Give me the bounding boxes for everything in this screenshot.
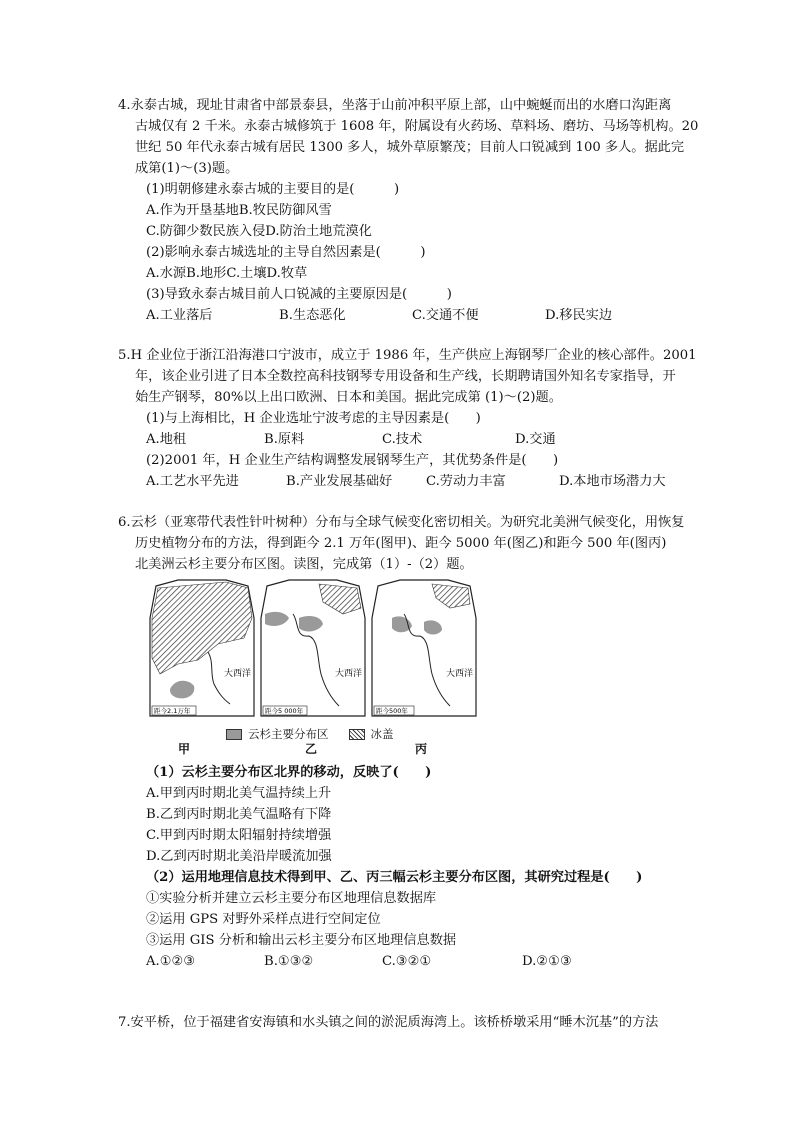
spruce-map-figure	[148, 578, 478, 718]
q5-p2-option-d: D.本地市场潜力大	[559, 474, 666, 489]
q7-stem-line-1: 7.安平桥，位于福建省安海镇和水头镇之间的淤泥质海湾上。该桥桥墩采用“睡木沉基”的方法	[118, 1015, 659, 1030]
map-bing	[370, 578, 478, 718]
ice-swatch	[349, 729, 365, 740]
q5-stem-line-1: 5.H 企业位于浙江沿海港口宁波市，成立于 1986 年，生产供应上海钢琴厂企业的核心部件。2001	[118, 348, 697, 363]
q4-part-1-options-row-2: C.防御少数民族入侵D.防治土地荒漠化	[146, 224, 372, 239]
q6-part-1: （1）云杉主要分布区北界的移动，反映了( )	[146, 765, 432, 780]
legend-spruce-label: 云杉主要分布区	[248, 727, 329, 741]
q4-p3-option-c: C.交通不便	[412, 308, 479, 323]
q6-p2-option-a: A.①②③	[146, 954, 196, 969]
q6-p2-step-2: ②运用 GPS 对野外采样点进行空间定位	[146, 912, 381, 927]
map-caption-jia: 甲	[178, 742, 191, 756]
q5-p2-option-c: C.劳动力丰富	[426, 474, 506, 489]
q6-stem-line-3: 北美洲云杉主要分布区图。读图，完成第（1）-（2）题。	[135, 557, 473, 572]
q4-p3-option-a: A.工业落后	[146, 308, 213, 323]
q4-part-2-options: A.水源B.地形C.土壤D.牧草	[146, 266, 308, 281]
q6-part-2: （2）运用地理信息技术得到甲、乙、丙三幅云杉主要分布区图，其研究过程是( )	[146, 870, 643, 885]
q5-p1-option-c: C.技术	[382, 432, 423, 447]
q4-part-1: (1)明朝修建永泰古城的主要目的是( )	[146, 182, 400, 197]
q6-p2-option-c: C.③②①	[382, 954, 432, 969]
q4-p3-option-d: D.移民实边	[545, 308, 613, 323]
q6-p1-option-b: B.乙到丙时期北美气温略有下降	[146, 807, 332, 822]
q4-part-3-options	[146, 305, 708, 326]
ocean-label-yi: 大西洋	[335, 669, 363, 679]
q4-stem-line-3: 世纪 50 年代永泰古城有居民 1300 多人，城外草原繁茂；目前人口锐减到 100 多人。据此完	[135, 140, 685, 155]
q5-part-1: (1)与上海相比，H 企业选址宁波考虑的主导因素是( )	[146, 411, 481, 426]
map-caption-yi: 乙	[305, 742, 318, 756]
q4-stem-line-2: 古城仅有 2 千米。永泰古城修筑于 1608 年，附属设有火药场、草料场、磨坊、马场等机构。20	[135, 119, 699, 134]
legend-ice-label: 冰盖	[370, 727, 394, 741]
q6-p2-step-3: ③运用 GIS 分析和输出云杉主要分布区地理信息数据	[146, 933, 457, 948]
q4-part-1-options-row-1: A.作为开垦基地B.牧民防御风雪	[146, 203, 332, 218]
q6-part-2-options	[146, 951, 708, 972]
q6-p2-option-d: D.②①③	[522, 954, 572, 969]
q5-part-2: (2)2001 年，H 企业生产结构调整发展钢琴生产，其优势条件是( )	[146, 453, 559, 468]
map-caption-bing: 丙	[415, 742, 428, 756]
q5-p2-option-b: B.产业发展基础好	[286, 474, 393, 489]
map-yi	[259, 578, 367, 718]
q5-p2-option-a: A.工艺水平先进	[146, 474, 239, 489]
question-6	[118, 512, 708, 575]
q4-stem-line-4: 成第(1)～(3)题。	[135, 161, 239, 176]
q4-part-3: (3)导致永泰古城目前人口锐减的主要原因是( )	[146, 287, 452, 302]
q5-p1-option-b: B.原料	[264, 432, 305, 447]
q4-p3-option-b: B.生态恶化	[279, 308, 346, 323]
stamp-bing: 距今500年	[376, 707, 408, 715]
q5-p1-option-a: A.地租	[146, 432, 187, 447]
q5-p1-option-d: D.交通	[515, 432, 556, 447]
q6-p1-option-a: A.甲到丙时期北美气温持续上升	[146, 786, 332, 801]
question-5	[118, 345, 708, 492]
question-7	[118, 1012, 708, 1033]
ocean-label-jia: 大西洋	[224, 669, 252, 679]
q5-stem-line-2: 年，该企业引进了日本全数控高科技钢琴专用设备和生产线，长期聘请国外知名专家指导，开	[135, 369, 676, 384]
map-jia	[148, 578, 256, 718]
q5-stem-line-3: 始生产钢琴，80%以上出口欧洲、日本和美国。据此完成第 (1)～(2)题。	[135, 390, 562, 405]
q6-p2-step-1: ①实验分析并建立云杉主要分布区地理信息数据库	[146, 891, 437, 906]
q6-stem-line-1: 6.云杉（亚寒带代表性针叶树种）分布与全球气候变化密切相关。为研究北美洲气候变化，用恢复	[118, 515, 685, 530]
q6-p2-option-b: B.①③②	[264, 954, 314, 969]
q5-part-1-options	[146, 429, 708, 450]
ocean-label-bing: 大西洋	[446, 669, 474, 679]
stamp-jia: 距今2.1万年	[154, 707, 191, 715]
q6-p1-option-d: D.乙到丙时期北美沿岸暖流加强	[146, 849, 332, 864]
q5-part-2-options	[146, 471, 708, 492]
q4-stem-line-1: 4.永泰古城，现址甘肃省中部景泰县，坐落于山前冲积平原上部，山中蜿蜒而出的水磨口沟距离	[118, 98, 672, 113]
stamp-yi: 距今5 000年	[265, 707, 304, 715]
q6-p1-option-c: C.甲到丙时期太阳辐射持续增强	[146, 828, 332, 843]
question-6-parts	[118, 762, 708, 972]
q6-stem-line-2: 历史植物分布的方法，得到距今 2.1 万年(图甲)、距今 5000 年(图乙)和距今 500 年(图丙)	[135, 536, 667, 551]
q4-part-2: (2)影响永泰古城选址的主导自然因素是( )	[146, 245, 426, 260]
spruce-swatch	[226, 729, 242, 740]
question-4	[118, 95, 708, 326]
